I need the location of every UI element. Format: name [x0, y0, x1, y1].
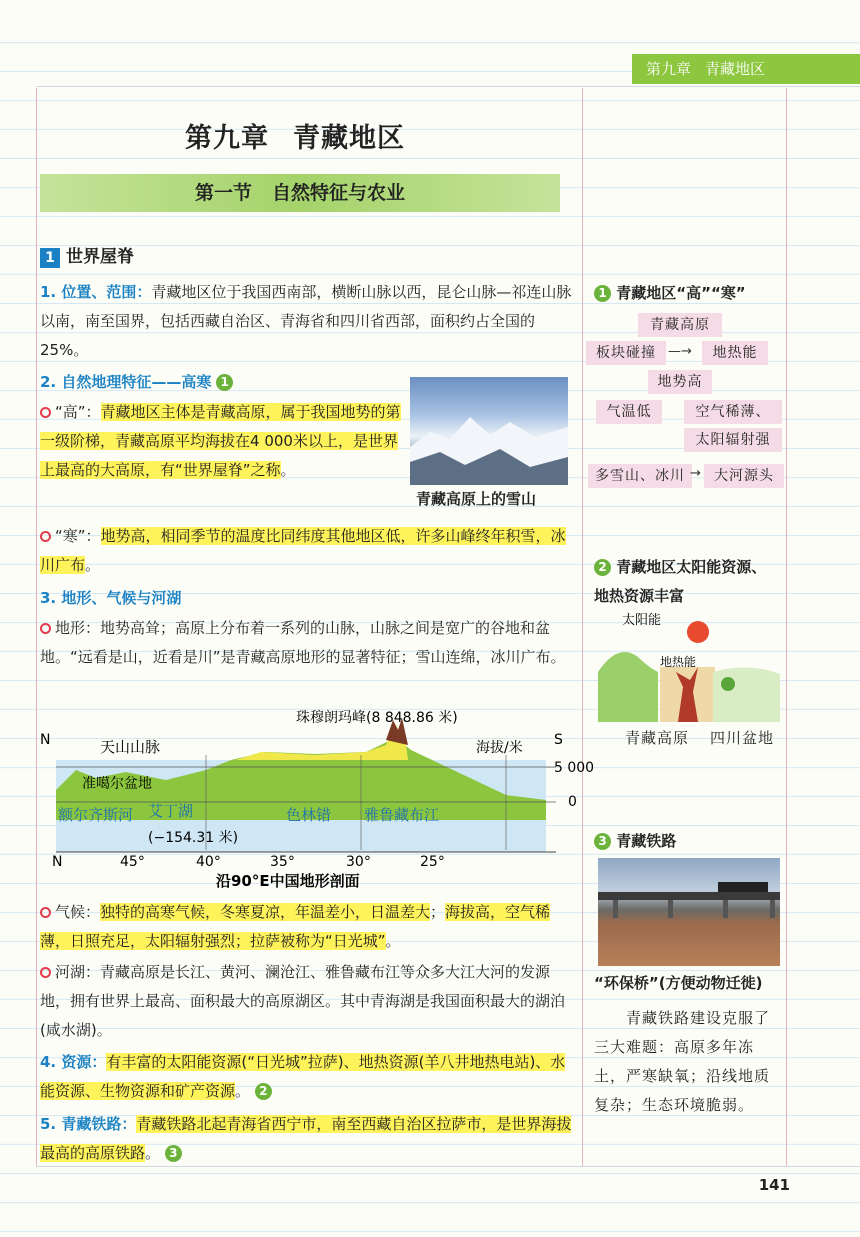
ebinur-label: 额尔齐斯河 — [58, 806, 134, 824]
box-plateau: 青藏高原 — [638, 313, 722, 337]
para-climate: 气候：独特的高寒气候，冬寒夏凉，年温差小，日温差大；海拔高，空气稀薄，日照充足，太阳辐射强烈；拉萨被称为“日光城”。 — [40, 903, 551, 950]
yarlung-label: 雅鲁藏布江 — [364, 806, 440, 824]
label-qinghai-plateau: 青藏高原 — [625, 729, 690, 747]
peak-label: 珠穆朗玛峰(8 848.86 米) — [296, 710, 458, 726]
side2-heading-2: 地热资源丰富 — [594, 587, 685, 605]
box-thin-air: 空气稀薄、 — [684, 400, 782, 424]
terrain-profile — [36, 700, 596, 900]
tianshan-label: 天山山脉 — [100, 738, 161, 756]
bullet-icon — [40, 531, 51, 542]
page-number: 141 — [758, 1176, 790, 1194]
profile-caption: 沿90°E中国地形剖面 — [216, 872, 360, 890]
box-high-terrain: 地势高 — [648, 370, 712, 394]
sun-icon — [687, 621, 709, 643]
south-label: S — [554, 732, 563, 748]
para-gao: “高”：青藏地区主体是青藏高原，属于我国地势的第一级阶梯，青藏高原平均海拔在4 000米以上，是世界上最高的大高原，有“世界屋脊”之称。 — [40, 403, 401, 479]
tick-35: 35° — [270, 854, 295, 870]
para-railway: 5. 青藏铁路：青藏铁路北起青海省西宁市，南至西藏自治区拉萨市，是世界海拔最高的高原铁路。 3 — [40, 1115, 572, 1162]
margin-line-left — [36, 88, 37, 1167]
tick-25: 25° — [420, 854, 445, 870]
para-resources: 4. 资源：有丰富的太阳能资源(“日光城”拉萨)、地热资源(羊八井地热电站)、水能资源、生物资源和矿产资源。 2 — [40, 1053, 566, 1100]
photo-railway-bridge — [598, 858, 780, 966]
solar-label: 太阳能 — [622, 613, 662, 628]
para-terrain: 地形：地势高耸；高原上分布着一系列的山脉，山脉之间是宽广的谷地和盆地。“远看是山，近看是川”是青藏高原地形的显著特征；雪山连绵，冰川广布。 — [40, 619, 566, 666]
tick-n: N — [52, 854, 63, 870]
box-geothermal: 地热能 — [702, 341, 768, 365]
aiding-label: 艾丁湖 — [148, 802, 194, 820]
chapter-title: 第九章 青藏地区 — [185, 123, 405, 154]
box-radiation: 太阳辐射强 — [684, 428, 782, 452]
aiding-depth: (−154.31 米) — [148, 830, 239, 846]
north-label: N — [40, 732, 51, 748]
margin-line-mid — [582, 88, 583, 1167]
bottom-rule — [36, 1166, 860, 1167]
para-rivers: 河湖：青藏高原是长江、黄河、澜沧江、雅鲁藏布江等众多大江大河的发源地，拥有世界上最高、面积最大的高原湖区。其中青海湖是我国面积最大的湖泊(咸水湖)。 — [40, 963, 566, 1039]
photo1-caption: 青藏高原上的雪山 — [416, 490, 537, 508]
margin-line-right — [786, 88, 787, 1167]
para-han: “寒”：地势高，相同季节的温度比同纬度其他地区低，许多山峰终年积雪，冰川广布。 — [40, 527, 566, 574]
bullet-icon — [40, 967, 51, 978]
section-title: 第一节 自然特征与农业 — [40, 174, 560, 212]
para-terrain-heading: 3. 地形、气候与河湖 — [40, 589, 182, 607]
box-river-source: 大河源头 — [704, 464, 784, 488]
para-features: 2. 自然地理特征——高寒 1 — [40, 368, 575, 397]
altitude-unit: 海拔/米 — [476, 740, 523, 756]
side2-heading: 2 青藏地区太阳能资源、 — [594, 556, 766, 577]
photo-snow-mountains — [410, 377, 568, 485]
railway-caption: “环保桥”(方便动物迁徙) — [594, 974, 763, 992]
arrow-right-icon: → — [690, 466, 701, 481]
solar-geothermal-illustration — [598, 612, 780, 722]
chapter-tab: 第九章 青藏地区 — [632, 54, 860, 84]
tick-45: 45° — [120, 854, 145, 870]
arrow-right-icon: —→ — [668, 344, 692, 359]
tick-40: 40° — [196, 854, 221, 870]
y0-label: 0 — [568, 794, 577, 810]
side3-heading: 3 青藏铁路 — [594, 830, 676, 851]
side1-heading: 1 青藏地区“高”“寒” — [594, 282, 746, 303]
label-sichuan-basin: 四川盆地 — [710, 729, 775, 747]
junggar-label: 准噶尔盆地 — [82, 776, 152, 792]
selinco-label: 色林错 — [286, 806, 332, 824]
para-location: 1. 位置、范围：青藏地区位于我国西南部，横断山脉以西，昆仑山脉—祁连山脉以南，南至国界，包括西藏自治区、青海省和四川省西部，面积约占全国的25%。 — [40, 283, 572, 359]
tick-30: 30° — [346, 854, 371, 870]
y5000-label: 5 000 — [554, 760, 595, 776]
box-snow-glacier: 多雪山、冰川 — [588, 464, 692, 488]
bullet-icon — [40, 907, 51, 918]
heading-world-roof: 1 世界屋脊 — [40, 242, 134, 268]
top-rule — [36, 86, 860, 87]
geothermal-label: 地热能 — [660, 655, 697, 669]
bullet-icon — [40, 407, 51, 418]
bullet-icon — [40, 623, 51, 634]
box-collision: 板块碰撞 — [586, 341, 666, 365]
box-low-temp: 气温低 — [596, 400, 662, 424]
railway-note: 青藏铁路建设克服了三大难题：高原多年冻土，严寒缺氧；沿线地质复杂；生态环境脆弱。 — [594, 1009, 771, 1114]
